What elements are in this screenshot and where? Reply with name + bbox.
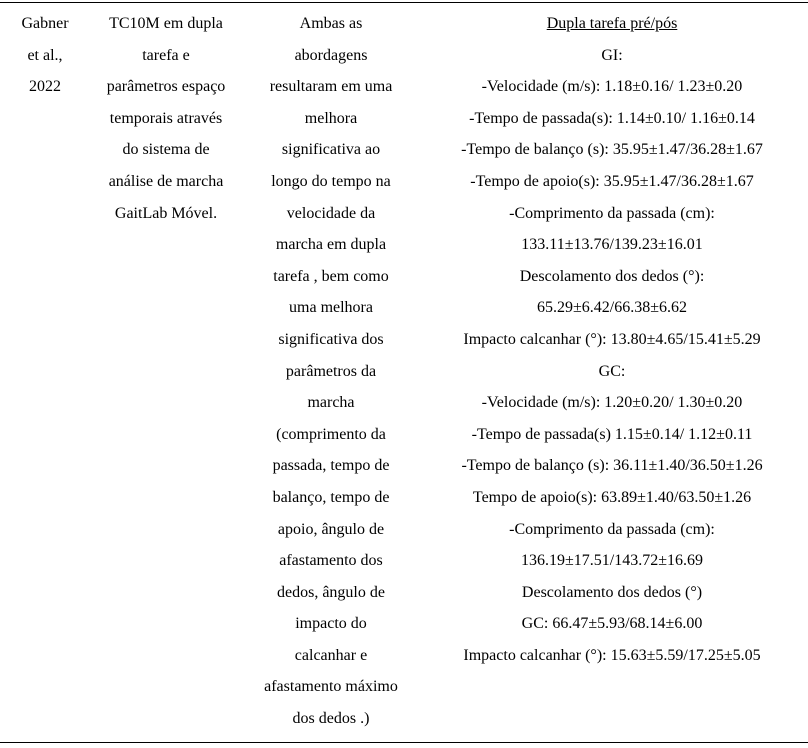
- outcome-line: Descolamento dos dedos (°): [521, 583, 703, 601]
- intervention-line: análise de marcha: [108, 172, 224, 190]
- result-line: marcha em dupla: [275, 236, 387, 254]
- author-line: Gabner: [21, 15, 69, 32]
- result-line: melhora: [304, 109, 358, 127]
- outcome-line: -Tempo de passada(s): 1.14±0.10/ 1.16±0.14: [469, 109, 755, 127]
- table-bottom-rule: [0, 742, 808, 743]
- result-line: dedos, ângulo de: [277, 583, 385, 601]
- result-line: apoio, ângulo de: [277, 520, 385, 538]
- outcome-cell: [416, 8, 808, 671]
- result-line: tarefa , bem como: [273, 267, 389, 285]
- intervention-line: tarefa e: [142, 46, 190, 64]
- outcome-line: Descolamento dos dedos (°):: [519, 267, 705, 285]
- outcome-line: Tempo de apoio(s): 63.89±1.40/63.50±1.26: [472, 488, 752, 506]
- result-line: Ambas as: [299, 15, 363, 32]
- outcome-line: 136.19±17.51/143.72±16.69: [520, 552, 703, 570]
- intervention-line: parâmetros espaço: [106, 78, 226, 96]
- result-line: significativa ao: [281, 141, 381, 159]
- result-line: passada, tempo de: [272, 457, 390, 475]
- intervention-line: temporais através: [109, 109, 223, 127]
- result-line: impacto do: [295, 615, 367, 633]
- intervention-line: do sistema de: [122, 141, 210, 159]
- table-top-rule: [0, 2, 808, 3]
- outcome-line: -Tempo de passada(s) 1.15±0.14/ 1.12±0.11: [471, 425, 753, 443]
- result-line: balanço, tempo de: [272, 488, 390, 506]
- author-cell: [0, 8, 90, 103]
- outcome-line: GC:: [598, 362, 626, 380]
- result-line: afastamento máximo: [264, 678, 398, 696]
- result-line: velocidade da: [286, 204, 376, 222]
- outcome-line: Impacto calcanhar (°): 15.63±5.59/17.25±5.05: [463, 646, 761, 664]
- outcome-line: -Comprimento da passada (cm):: [509, 204, 715, 222]
- result-line: longo do tempo na: [271, 172, 391, 190]
- result-line: parâmetros da: [285, 362, 377, 380]
- outcome-line: 65.29±6.42/66.38±6.62: [536, 299, 687, 317]
- result-line: calcanhar e: [294, 646, 368, 664]
- outcome-line: -Tempo de balanço (s): 36.11±1.40/36.50±1.26: [461, 457, 763, 475]
- result-line: marcha: [307, 394, 355, 412]
- result-cell: [252, 8, 410, 735]
- outcome-line: 133.11±13.76/139.23±16.01: [521, 236, 703, 254]
- intervention-cell: [90, 8, 242, 229]
- outcome-line: -Velocidade (m/s): 1.20±0.20/ 1.30±0.20: [481, 394, 743, 412]
- outcome-line: GC: 66.47±5.93/68.14±6.00: [521, 615, 703, 633]
- intervention-line: GaitLab Móvel.: [114, 204, 218, 222]
- result-line: (comprimento da: [276, 425, 386, 443]
- outcome-line: -Comprimento da passada (cm):: [509, 520, 715, 538]
- outcome-line: GI:: [601, 46, 623, 64]
- author-line: 2022: [29, 78, 61, 96]
- outcome-line: Impacto calcanhar (°): 13.80±4.65/15.41±5.29: [463, 330, 761, 348]
- result-line: resultaram em uma: [269, 78, 393, 96]
- outcome-line: -Tempo de apoio(s): 35.95±1.47/36.28±1.67: [470, 172, 754, 190]
- outcome-line: -Velocidade (m/s): 1.18±0.16/ 1.23±0.20: [481, 78, 743, 96]
- result-line: afastamento dos: [279, 552, 383, 570]
- outcome-line: -Tempo de balanço (s): 35.95±1.47/36.28±1.67: [461, 141, 763, 159]
- result-line: abordagens: [294, 46, 368, 64]
- result-line: dos dedos .): [292, 710, 370, 728]
- result-line: uma melhora: [289, 299, 373, 317]
- outcome-heading: Dupla tarefa pré/pós: [546, 15, 678, 32]
- author-line: et al.,: [27, 46, 63, 64]
- result-line: significativa dos: [278, 330, 384, 348]
- intervention-line: TC10M em dupla: [109, 15, 223, 32]
